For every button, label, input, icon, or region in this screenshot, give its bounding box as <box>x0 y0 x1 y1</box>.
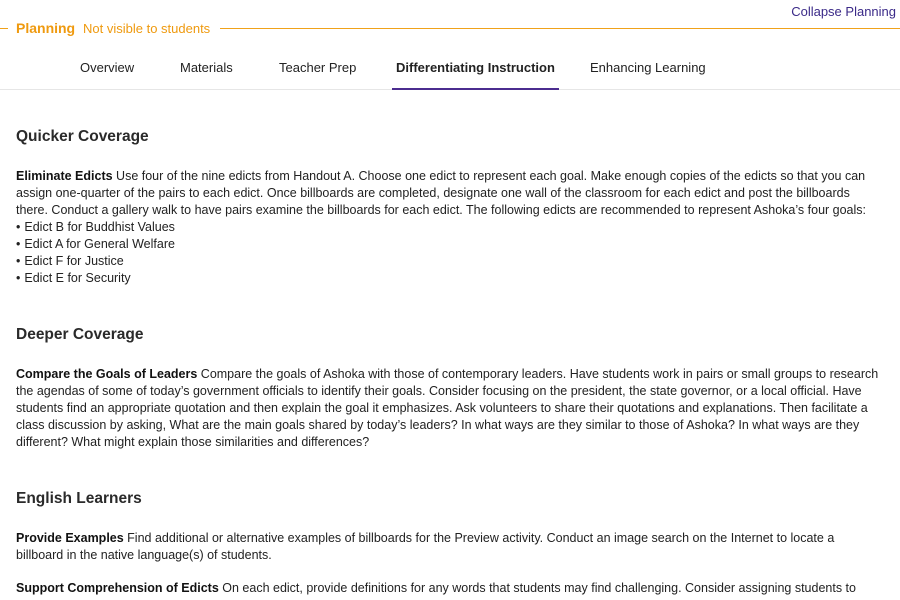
tab-label: Materials <box>180 60 233 75</box>
planning-title: Planning <box>16 20 76 36</box>
strategy-paragraph <box>16 530 884 564</box>
planning-divider-left <box>0 28 8 29</box>
tab-label: Overview <box>80 60 135 75</box>
strategy-body: Find additional or alternative examples of billboards for the Preview activity. Conduct an image search on the Internet to locate a billboard in the native language(s) of students. <box>16 531 835 562</box>
strategy-body: Use four of the nine edicts from Handout A. Choose one edict to represent each goal. Make enough copies of the edicts so that you can assign one-quarter of the pairs to each edict. Once billboards are completed, designate one wall of the classroom for each edict and post the billboards there. Conduct a gallery walk to have pairs examine the billboards for each edict. The following edicts are recommended to represent Ashoka’s four goals: <box>16 169 867 217</box>
planning-visibility-note: Not visible to students <box>83 21 211 36</box>
tab-label: Differentiating Instruction <box>396 60 555 75</box>
tab-label: Teacher Prep <box>279 60 357 75</box>
tab-enhancing-learning[interactable] <box>590 60 706 90</box>
strategy-title: Support Comprehension of Edicts <box>16 581 219 595</box>
list-item: • Edict A for General Welfare <box>16 236 884 253</box>
strategy-title: Provide Examples <box>16 531 124 545</box>
strategy-body: On each edict, provide definitions for any words that students may find challenging. Consider assigning students to <box>218 581 856 595</box>
strategy-body: Compare the goals of Ashoka with those of contemporary leaders. Have students work in pairs or small groups to research the agendas of some of today’s government officials to identify their goals. Consider focusing on the president, the state governor, or a local official. Have students find an appropriate quotation and then explain the goal it emphasizes. Ask volunteers to share their quotations and explanations. Then facilitate a class discussion by asking, What are the main goals shared by today’s leaders? In what ways are they similar to those of Ashoka? In what ways are they different? What might explain those similarities and differences? <box>16 367 879 449</box>
edict-list <box>16 219 884 287</box>
strategy-title: Eliminate Edicts <box>16 169 113 183</box>
section-english-learners <box>16 490 884 597</box>
section-heading: English Learners <box>16 490 142 507</box>
strategy-paragraph <box>16 168 884 219</box>
section-deeper-coverage <box>16 326 884 451</box>
strategy-title: Compare the Goals of Leaders <box>16 367 198 381</box>
section-heading: Deeper Coverage <box>16 326 144 343</box>
tab-overview[interactable] <box>80 60 134 90</box>
planning-header <box>0 20 900 38</box>
list-item: • Edict E for Security <box>16 270 884 287</box>
tab-materials[interactable] <box>180 60 233 90</box>
list-item: • Edict F for Justice <box>16 253 884 270</box>
planning-tabs <box>0 52 900 90</box>
planning-divider-right <box>220 28 900 29</box>
strategy-paragraph <box>16 366 884 451</box>
tab-label: Enhancing Learning <box>590 60 706 75</box>
section-heading: Quicker Coverage <box>16 128 149 145</box>
section-quicker-coverage <box>16 128 884 287</box>
list-item: • Edict B for Buddhist Values <box>16 219 884 236</box>
tab-teacher-prep[interactable] <box>279 60 356 90</box>
active-tab-indicator <box>392 88 559 90</box>
collapse-planning-link[interactable]: Collapse Planning <box>791 4 896 19</box>
strategy-paragraph <box>16 580 884 597</box>
tab-differentiating-instruction[interactable] <box>392 60 559 90</box>
